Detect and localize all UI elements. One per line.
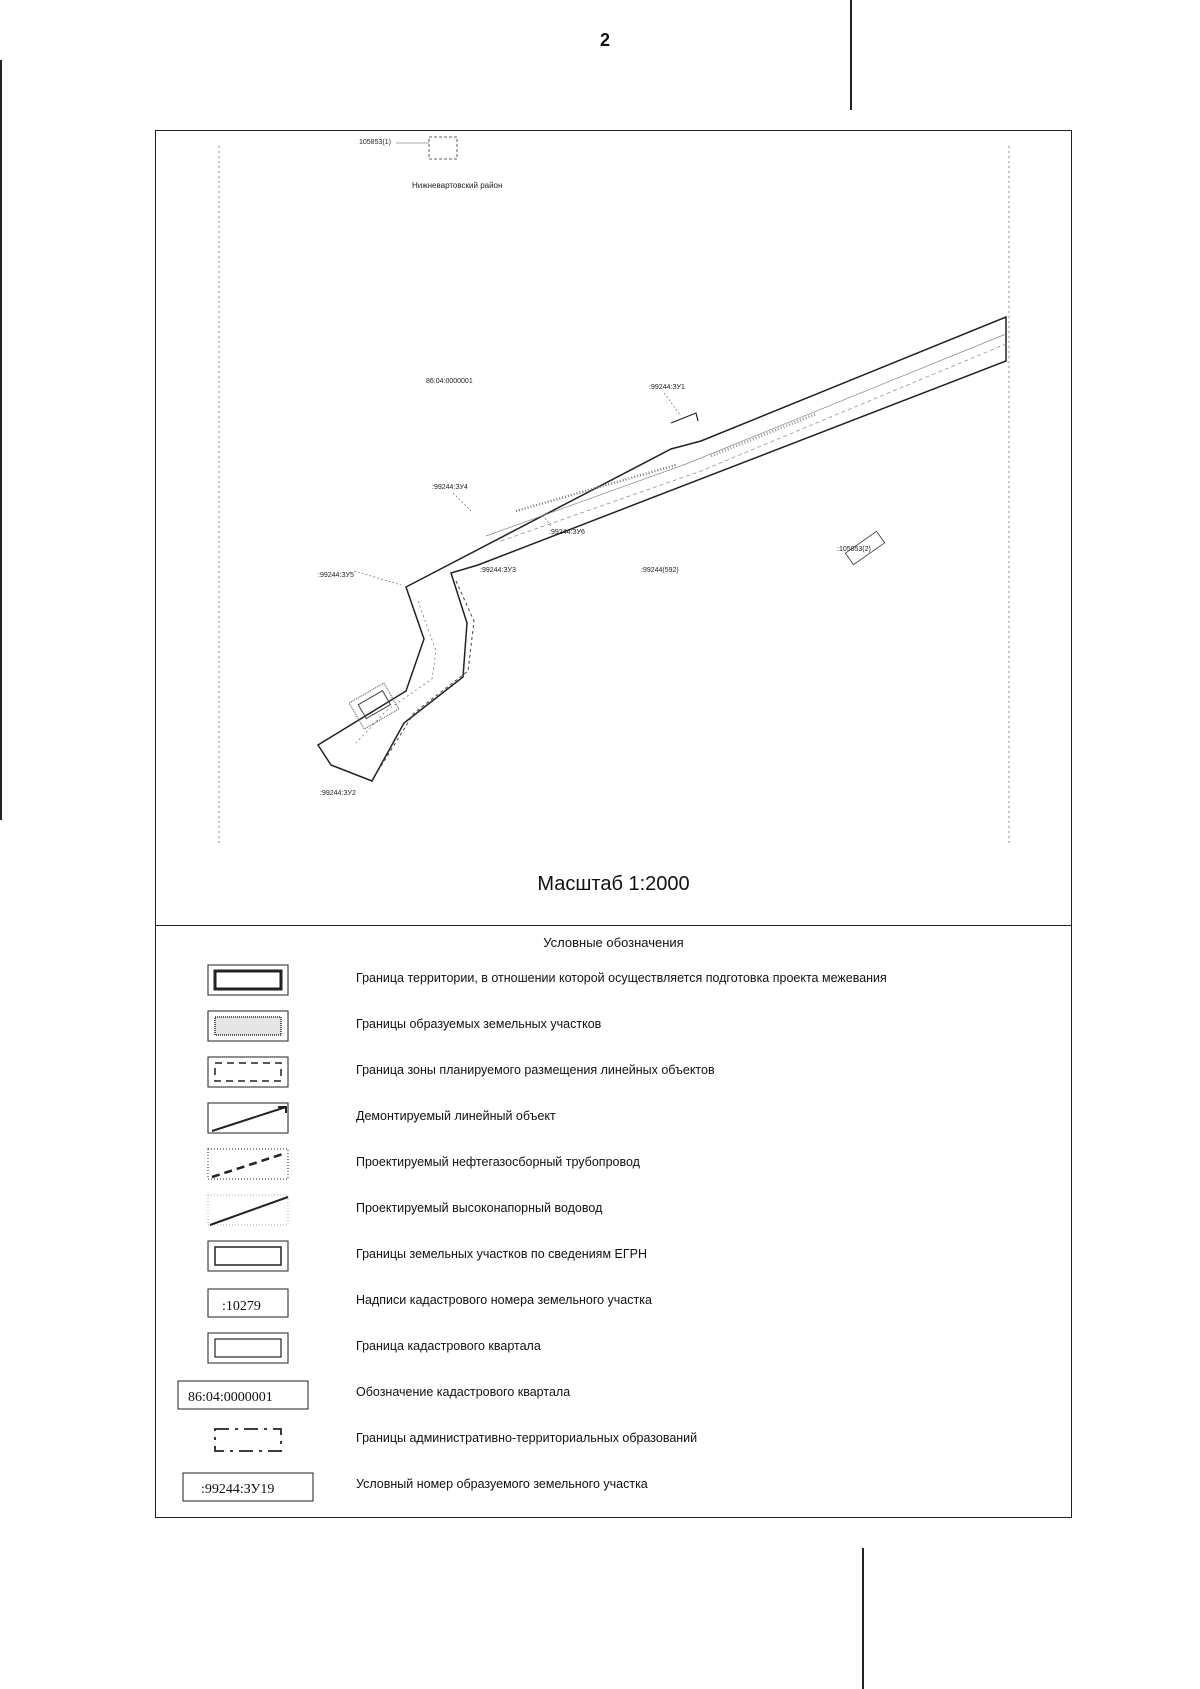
legend-item-water-line: [156, 1189, 1071, 1233]
label-district: Нижневартовский район: [412, 181, 503, 190]
map-scale: Масштаб 1:2000: [537, 873, 690, 895]
conditional-number-symbol: [181, 1469, 321, 1505]
legend-item-pipeline: [156, 1143, 1071, 1187]
label-zu592: :99244(592): [641, 567, 679, 574]
cadastral-number-symbol: [206, 1285, 296, 1321]
legend-text: Границы земельных участков по сведениям ЕГРН: [356, 1247, 647, 1261]
label-zu6: :99244:ЗУ6: [549, 529, 585, 536]
legend-text: Граница кадастрового квартала: [356, 1339, 541, 1353]
legend-text: Условный номер образуемого земельного участка: [356, 1477, 648, 1491]
label-zu5: :99244:ЗУ5: [318, 572, 354, 579]
top-parcel-box: [429, 137, 457, 159]
label-zu2: :99244:ЗУ2: [320, 790, 356, 797]
legend-text: Граница территории, в отношении которой осуществляется подготовка проекта межевания: [356, 971, 887, 985]
map-area: [156, 131, 1071, 926]
label-quarter: 86:04:0000001: [426, 378, 473, 385]
pipeline-symbol: [206, 1147, 296, 1183]
legend-title: Условные обозначения: [543, 935, 684, 950]
admin-boundary-symbol: [206, 1423, 296, 1459]
legend-item-territory: [156, 959, 1071, 1003]
legend-text: Границы административно-территориальных образований: [356, 1431, 698, 1445]
label-zu4: :99244:ЗУ4: [432, 484, 468, 491]
scan-left-edge: [0, 60, 2, 820]
quarter-label-sample: 86:04:0000001: [188, 1390, 273, 1405]
legend-item-cadastral-number: [156, 1281, 1071, 1325]
water-line-symbol: [206, 1193, 296, 1229]
legend-text: Обозначение кадастрового квартала: [356, 1385, 571, 1399]
legend-text: Проектируемый высоконапорный водовод: [356, 1201, 603, 1215]
territory-boundary-symbol: [206, 963, 296, 999]
label-zu3: :99244:ЗУ3: [480, 567, 516, 574]
linear-zone-symbol: [206, 1055, 296, 1091]
map-sheet-frame: [155, 130, 1072, 1518]
page-number: 2: [600, 30, 611, 50]
dismantled-line-symbol: [206, 1101, 296, 1137]
label-right-parcel: :105853(2): [837, 546, 871, 553]
legend-text: Надписи кадастрового номера земельного участка: [356, 1293, 652, 1307]
scan-margin-line: [850, 0, 852, 110]
cadastral-number-sample: :10279: [222, 1299, 261, 1314]
legend-item-quarter-label: [156, 1373, 1071, 1417]
scan-margin-line-bottom: [862, 1548, 864, 1689]
legend-text: Демонтируемый линейный объект: [356, 1109, 556, 1123]
quarter-boundary-symbol: [206, 1331, 296, 1367]
egrn-parcel-symbol: [206, 1239, 296, 1275]
legend-item-conditional-number: [156, 1465, 1071, 1509]
legend-text: Проектируемый нефтегазосборный трубопровод: [356, 1155, 640, 1169]
map-drawing: [156, 131, 1071, 925]
quarter-label-symbol: [176, 1377, 316, 1413]
legend-item-linear-zone: [156, 1051, 1071, 1095]
legend-text: Границы образуемых земельных участков: [356, 1017, 602, 1031]
legend-item-egrn: [156, 1235, 1071, 1279]
legend-item-dismantled: [156, 1097, 1071, 1141]
legend-text: Граница зоны планируемого размещения линейных объектов: [356, 1063, 715, 1077]
legend-item-new-parcels: [156, 1005, 1071, 1049]
conditional-number-sample: :99244:ЗУ19: [201, 1482, 275, 1497]
label-zu1: :99244:ЗУ1: [649, 384, 685, 391]
label-top-parcel: 105853(1): [359, 139, 391, 146]
new-parcel-symbol: [206, 1009, 296, 1045]
legend-item-quarter-boundary: [156, 1327, 1071, 1371]
legend-item-admin-boundary: [156, 1419, 1071, 1463]
